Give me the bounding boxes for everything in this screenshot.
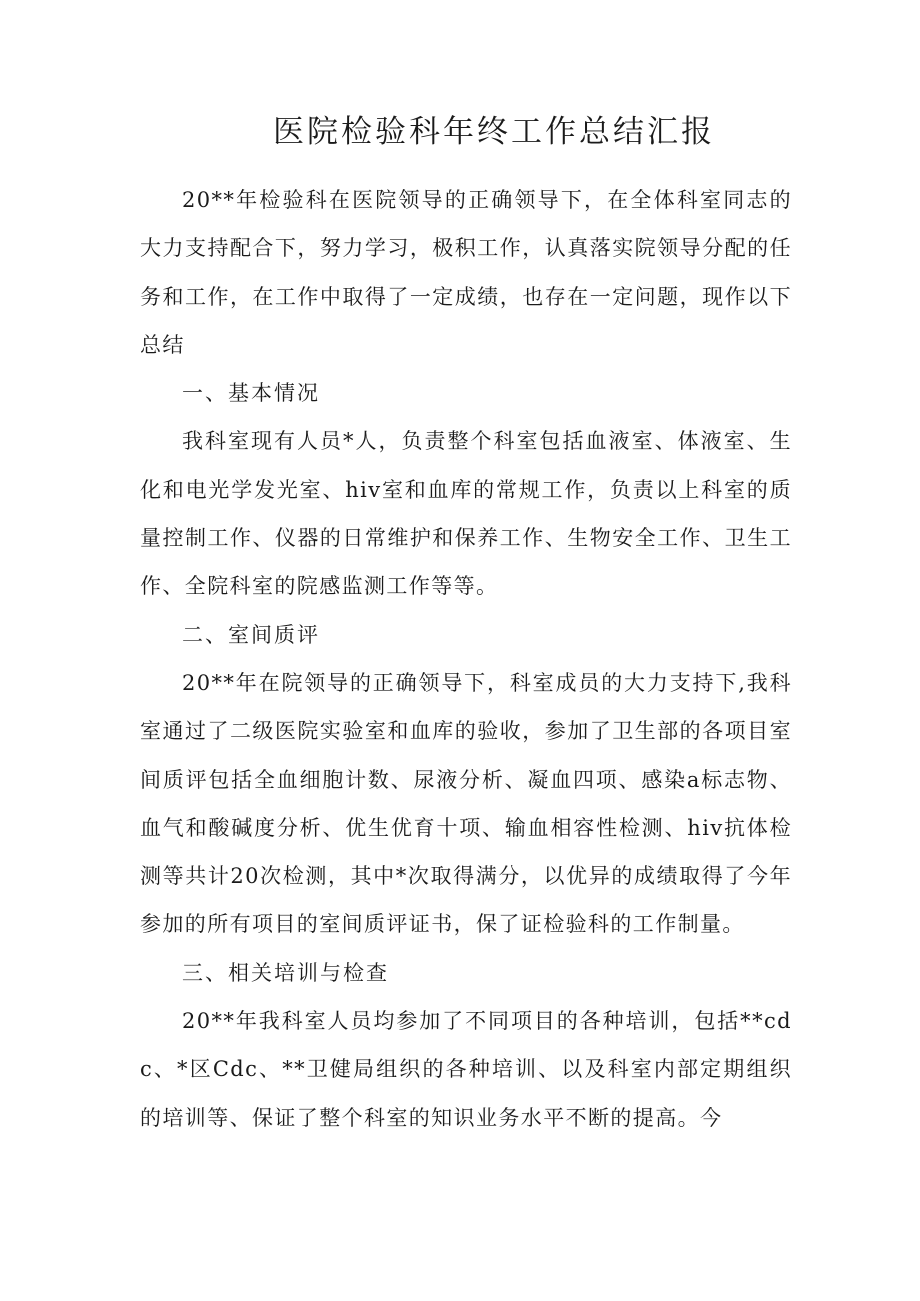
paragraph-quality-assessment: 20**年在院领导的正确领导下，科室成员的大力支持下,我科室通过了二级医院实验室和血库的验收，参加了卫生部的各项目室间质评包括全血细胞计数、尿液分析、凝血四项、感染a标志物、血气和酸碱度分析、优生优育十项、输血相容性检测、hiv抗体检测等共计20次检测，其中*次取得满分，以优异的成绩取得了今年参加的所有项目的室间质评证书，保了证检验科的工作制量。 — [140, 670, 792, 937]
section-heading-quality-assessment: 二、室间质评 — [182, 622, 320, 647]
section-heading-training: 三、相关培训与检查 — [182, 960, 389, 985]
section-heading-basic-situation: 一、基本情况 — [182, 381, 320, 406]
document-body — [140, 176, 792, 1142]
paragraph-basic-situation: 我科室现有人员*人，负责整个科室包括血液室、体液室、生化和电光学发光室、hiv室和血库的常规工作，负责以上科室的质量控制工作、仪器的日常维护和保养工作、生物安全工作、卫生工作、全院科室的院感监测工作等等。 — [140, 429, 792, 599]
document-title: 医院检验科年终工作总结汇报 — [273, 114, 715, 150]
paragraph-training: 20**年我科室人员均参加了不同项目的各种培训，包括**cdc、*区Cdc、**卫健局组织的各种培训、以及科室内部定期组织的培训等、保证了整个科室的知识业务水平不断的提高。今 — [140, 1009, 792, 1130]
paragraph-intro: 20**年检验科在医院领导的正确领导下，在全体科室同志的大力支持配合下，努力学习，极积工作，认真落实院领导分配的任务和工作，在工作中取得了一定成绩，也存在一定问题，现作以下总结 — [140, 188, 792, 357]
